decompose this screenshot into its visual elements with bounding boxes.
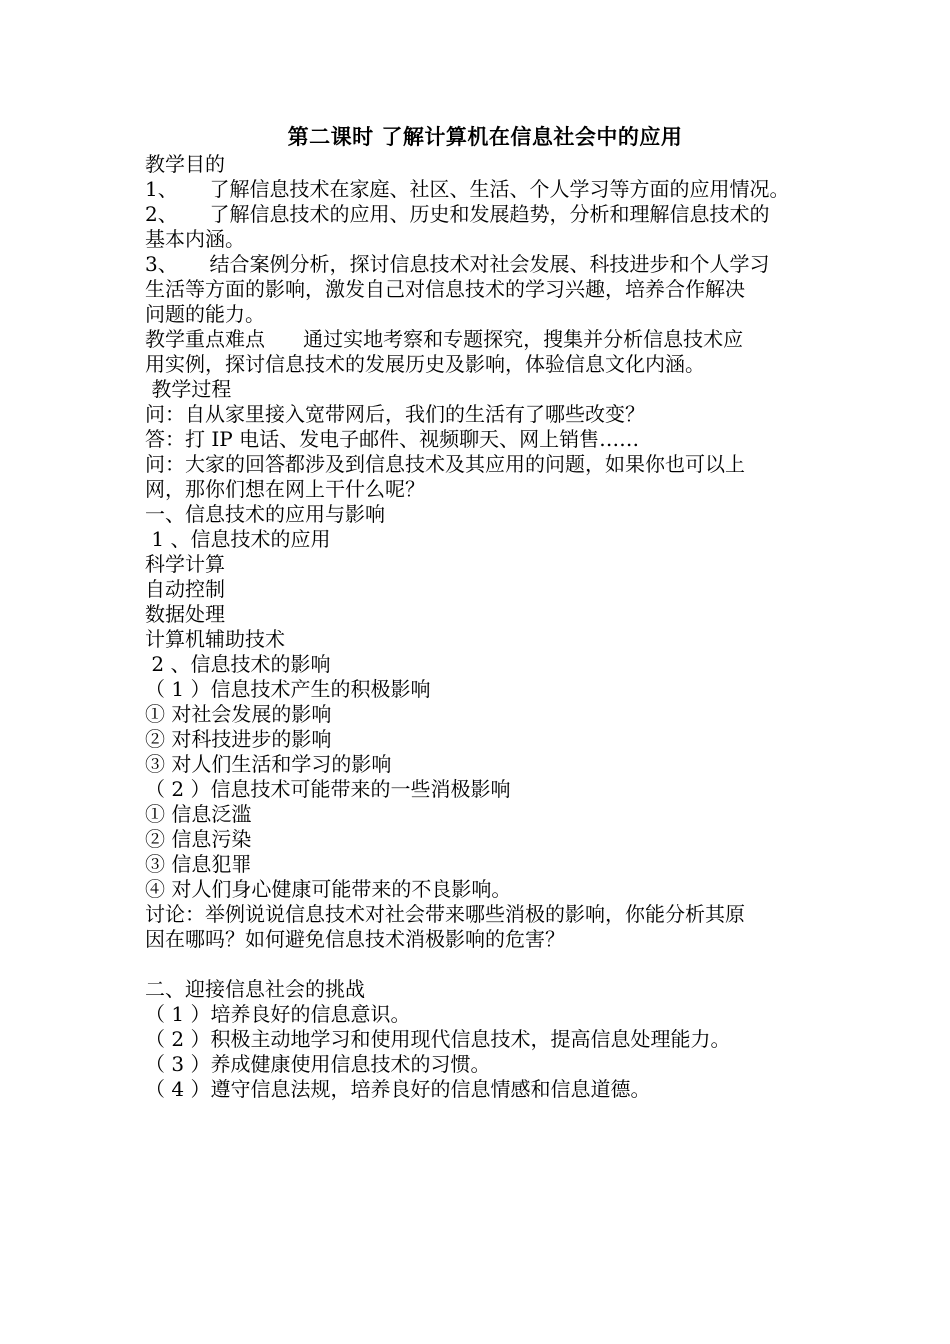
blank-line (145, 952, 825, 977)
objective-2-line-1: 2、 了解信息技术的应用、历史和发展趋势，分析和理解信息技术的 (145, 202, 770, 226)
application-item: 计算机辅助技术 (145, 627, 285, 651)
objective-3-line-3: 问题的能力。 (145, 302, 265, 326)
objective-1: 1、 了解信息技术在家庭、社区、生活、个人学习等方面的应用情况。 (145, 177, 790, 201)
negative-impact-item: ② 信息污染 (145, 827, 252, 851)
question-1: 问：自从家里接入宽带网后，我们的生活有了哪些改变？ (145, 402, 645, 426)
negative-impact-item: ④ 对人们身心健康可能带来的不良影响。 (145, 877, 512, 901)
objective-3-line-2: 生活等方面的影响，激发自己对信息技术的学习兴趣，培养合作解决 (145, 277, 745, 301)
positive-impact-heading: （ 1 ）信息技术产生的积极影响 (145, 677, 431, 701)
objective-3-line-1: 3、 结合案例分析，探讨信息技术对社会发展、科技进步和个人学习 (145, 252, 770, 276)
positive-impact-item: ① 对社会发展的影响 (145, 702, 332, 726)
challenge-item: （ 4 ）遵守信息法规，培养良好的信息情感和信息道德。 (145, 1077, 651, 1101)
negative-impact-heading: （ 2 ）信息技术可能带来的一些消极影响 (145, 777, 511, 801)
section-heading-objectives: 教学目的 (145, 152, 225, 176)
subheading-applications: 1 、信息技术的应用 (145, 527, 331, 551)
positive-impact-item: ③ 对人们生活和学习的影响 (145, 752, 392, 776)
challenge-item: （ 3 ）养成健康使用信息技术的习惯。 (145, 1052, 491, 1076)
document-title: 第二课时 了解计算机在信息社会中的应用 (287, 124, 683, 149)
question-2-line-2: 网，那你们想在网上干什么呢？ (145, 477, 425, 501)
application-item: 科学计算 (145, 552, 225, 576)
section-heading-applications: 一、信息技术的应用与影响 (145, 502, 385, 526)
application-item: 数据处理 (145, 602, 225, 626)
challenge-item: （ 2 ）积极主动地学习和使用现代信息技术，提高信息处理能力。 (145, 1027, 731, 1051)
key-points-line-1: 教学重点难点 通过实地考察和专题探究，搜集并分析信息技术应 (145, 327, 744, 351)
section-heading-process: 教学过程 (145, 377, 232, 401)
discussion-line-2: 因在哪吗？如何避免信息技术消极影响的危害？ (145, 927, 565, 951)
objective-2-line-2: 基本内涵。 (145, 227, 245, 251)
negative-impact-item: ③ 信息犯罪 (145, 852, 252, 876)
subheading-impact: 2 、信息技术的影响 (145, 652, 331, 676)
section-heading-challenges: 二、迎接信息社会的挑战 (145, 977, 365, 1001)
answer-1: 答：打 IP 电话、发电子邮件、视频聊天、网上销售…… (145, 427, 640, 451)
discussion-line-1: 讨论：举例说说信息技术对社会带来哪些消极的影响，你能分析其原 (145, 902, 745, 926)
positive-impact-item: ② 对科技进步的影响 (145, 727, 332, 751)
question-2-line-1: 问：大家的回答都涉及到信息技术及其应用的问题，如果你也可以上 (145, 452, 745, 476)
key-points-line-2: 用实例，探讨信息技术的发展历史及影响，体验信息文化内涵。 (145, 352, 705, 376)
application-item: 自动控制 (145, 577, 225, 601)
challenge-item: （ 1 ）培养良好的信息意识。 (145, 1002, 411, 1026)
negative-impact-item: ① 信息泛滥 (145, 802, 252, 826)
document-page (145, 122, 825, 1102)
